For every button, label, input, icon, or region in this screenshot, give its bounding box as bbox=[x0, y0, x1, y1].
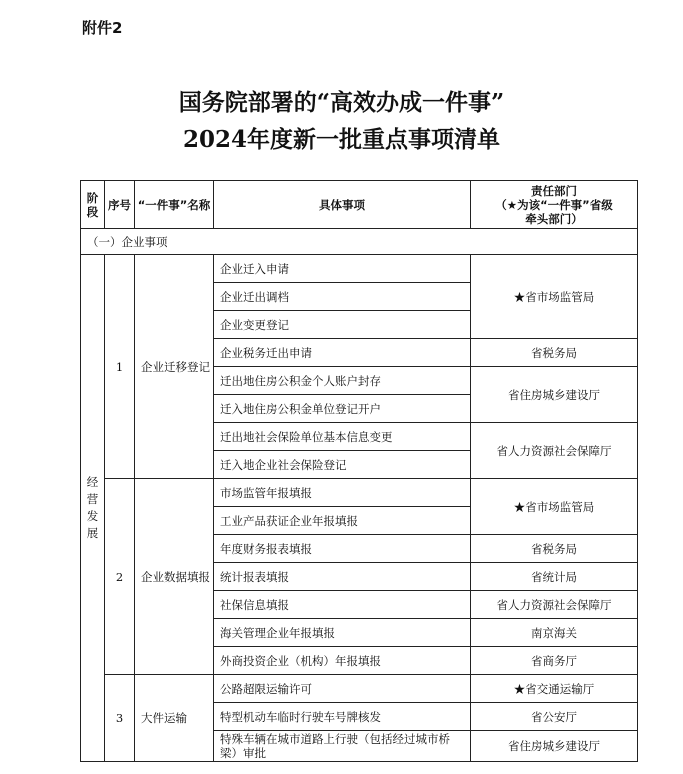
header-stage: 阶段 bbox=[81, 181, 105, 229]
group-2-dept: 省商务厅 bbox=[471, 647, 638, 675]
header-dept-line-3: 牵头部门） bbox=[525, 211, 583, 226]
group-2-item: 市场监管年报填报 bbox=[214, 479, 471, 507]
document-title-line-1: 国务院部署的“高效办成一件事” bbox=[178, 89, 505, 116]
group-2-dept: 省人力资源社会保障厅 bbox=[471, 591, 638, 619]
stage-cell: 经营发展 bbox=[81, 255, 105, 762]
group-1-seq: 1 bbox=[105, 255, 135, 479]
header-seq: 序号 bbox=[105, 181, 135, 229]
group-1-item: 企业迁出调档 bbox=[214, 283, 471, 311]
group-1-item: 迁入地企业社会保险登记 bbox=[214, 451, 471, 479]
group-1-item: 迁出地住房公积金个人账户封存 bbox=[214, 367, 471, 395]
group-2-dept: ★省市场监管局 bbox=[471, 479, 638, 535]
group-2-item: 年度财务报表填报 bbox=[214, 535, 471, 563]
group-3-item: 特殊车辆在城市道路上行驶（包括经过城市桥梁）审批 bbox=[214, 731, 471, 762]
group-1-item: 企业变更登记 bbox=[214, 311, 471, 339]
header-items: 具体事项 bbox=[214, 181, 471, 229]
group-2-item: 海关管理企业年报填报 bbox=[214, 619, 471, 647]
group-2-item: 外商投资企业（机构）年报填报 bbox=[214, 647, 471, 675]
group-2-dept: 省税务局 bbox=[471, 535, 638, 563]
group-3-dept: 省公安厅 bbox=[471, 703, 638, 731]
header-dept bbox=[471, 181, 638, 229]
group-1-item: 迁出地社会保险单位基本信息变更 bbox=[214, 423, 471, 451]
group-2-name: 企业数据填报 bbox=[135, 479, 214, 675]
group-2-seq: 2 bbox=[105, 479, 135, 675]
annex-label: 附件2 bbox=[82, 19, 123, 37]
group-2-dept: 省统计局 bbox=[471, 563, 638, 591]
key-items-table bbox=[80, 180, 638, 762]
group-1-dept: 省住房城乡建设厅 bbox=[471, 367, 638, 423]
group-1-item: 企业税务迁出申请 bbox=[214, 339, 471, 367]
group-2-dept: 南京海关 bbox=[471, 619, 638, 647]
group-2-item: 工业产品获证企业年报填报 bbox=[214, 507, 471, 535]
group-1-item: 企业迁入申请 bbox=[214, 255, 471, 283]
group-1-name: 企业迁移登记 bbox=[135, 255, 214, 479]
group-3-dept: 省住房城乡建设厅 bbox=[471, 731, 638, 762]
group-3-seq: 3 bbox=[105, 675, 135, 762]
section-enterprise: （一）企业事项 bbox=[81, 229, 638, 255]
group-1-dept: ★省市场监管局 bbox=[471, 255, 638, 339]
header-dept-line-2: （★为该“一件事”省级 bbox=[495, 197, 613, 212]
group-1-dept: 省税务局 bbox=[471, 339, 638, 367]
group-3-name: 大件运输 bbox=[135, 675, 214, 762]
group-2-item: 社保信息填报 bbox=[214, 591, 471, 619]
group-2-item: 统计报表填报 bbox=[214, 563, 471, 591]
document-title-line-2: 2024年度新一批重点事项清单 bbox=[182, 126, 500, 153]
group-1-item: 迁入地住房公积金单位登记开户 bbox=[214, 395, 471, 423]
group-3-dept: ★省交通运输厅 bbox=[471, 675, 638, 703]
header-name: “一件事”名称 bbox=[135, 181, 214, 229]
group-1-dept: 省人力资源社会保障厅 bbox=[471, 423, 638, 479]
group-3-item: 公路超限运输许可 bbox=[214, 675, 471, 703]
group-3-item: 特型机动车临时行驶车号牌核发 bbox=[214, 703, 471, 731]
header-dept-line-1: 责任部门 bbox=[531, 183, 577, 198]
